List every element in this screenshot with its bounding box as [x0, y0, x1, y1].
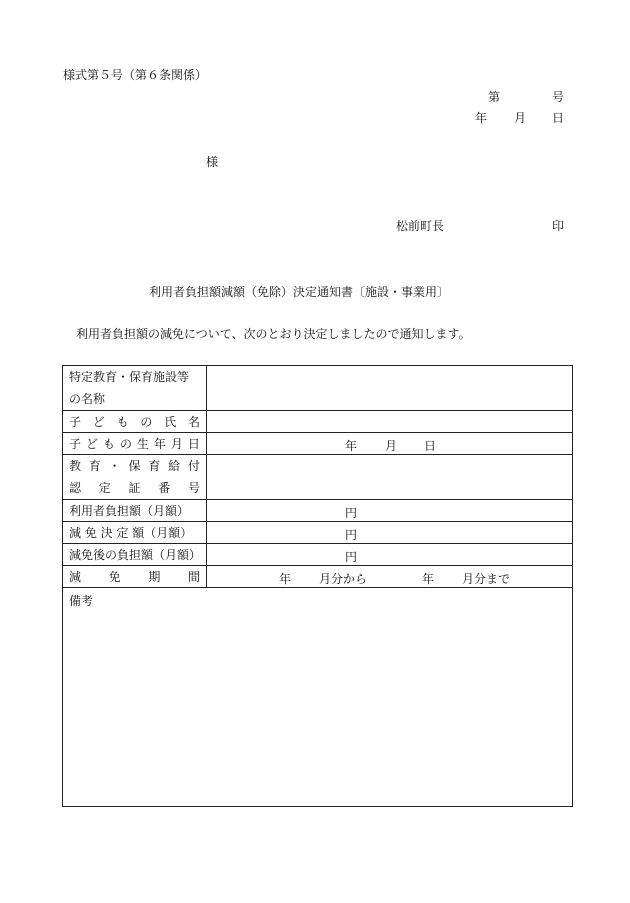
label-char: 証	[128, 481, 141, 495]
certificate-label	[63, 455, 207, 500]
label-char: 育	[88, 459, 101, 473]
after-reduction-label: 減免後の負担額（月額）	[63, 544, 207, 566]
reduction-value	[207, 522, 573, 544]
sender-name: 松前町長	[396, 219, 445, 233]
table-row-certificate	[63, 455, 573, 500]
reduction-table	[62, 365, 573, 807]
table-row-remarks	[63, 588, 573, 807]
label-char: 番	[158, 481, 171, 495]
doc-number-suffix: 号	[552, 90, 565, 104]
period-to-year: 年	[422, 572, 435, 586]
facility-label-line2: の名称	[69, 392, 106, 406]
after-reduction-value	[207, 544, 573, 566]
label-char: 認	[69, 481, 82, 495]
label-char: 保	[128, 459, 141, 473]
label-char: 日	[187, 437, 200, 451]
addressee-honorific: 様	[206, 155, 219, 169]
label-char: 期	[148, 570, 161, 584]
birthdate-label	[63, 433, 207, 455]
label-char: も	[102, 437, 115, 451]
label-char: 名	[187, 415, 200, 429]
label-char: 免	[108, 570, 121, 584]
table-row-after-reduction	[63, 544, 573, 566]
facility-label	[63, 366, 207, 411]
remarks-label: 備考	[69, 594, 94, 608]
table-row-reduction	[63, 522, 573, 544]
label-char: 月	[170, 437, 183, 451]
label-char: の	[119, 437, 132, 451]
table-row-facility	[63, 366, 573, 411]
birthdate-month: 月	[385, 439, 398, 453]
label-char: 定	[98, 481, 111, 495]
birthdate-day: 日	[424, 439, 437, 453]
label-char: も	[116, 415, 129, 429]
document-title: 利用者負担額減額（免除）決定通知書〔施設・事業用〕	[149, 285, 450, 299]
table-row-birthdate	[63, 433, 573, 455]
child-name-value	[207, 411, 573, 433]
burden-value	[207, 500, 573, 522]
label-char: 育	[148, 459, 161, 473]
reduction-yen: 円	[345, 528, 358, 542]
label-char: ・	[108, 459, 121, 473]
certificate-value	[207, 455, 573, 500]
burden-yen: 円	[345, 506, 358, 520]
label-char: 減	[69, 570, 82, 584]
period-label	[63, 566, 207, 588]
remarks-cell	[63, 588, 573, 807]
label-char: 生	[136, 437, 149, 451]
label-char: 子	[69, 415, 82, 429]
intro-text: 利用者負担額の減免について、次のとおり決定しましたので通知します。	[76, 327, 471, 341]
birthdate-value	[207, 433, 573, 455]
period-to-month: 月分まで	[462, 572, 511, 586]
table-row-burden	[63, 500, 573, 522]
table-row-period	[63, 566, 573, 588]
after-reduction-yen: 円	[345, 550, 358, 564]
label-char: ど	[85, 437, 98, 451]
birthdate-year: 年	[345, 439, 358, 453]
period-from-year: 年	[279, 572, 292, 586]
table-row-child-name	[63, 411, 573, 433]
label-char: 間	[187, 570, 200, 584]
facility-label-line1: 特定教育・保育施設等	[69, 370, 190, 384]
label-char: ど	[92, 415, 105, 429]
label-char: の	[140, 415, 153, 429]
label-char: 付	[187, 459, 200, 473]
label-char: 年	[153, 437, 166, 451]
label-char: 教	[69, 459, 82, 473]
seal-mark: 印	[552, 219, 565, 233]
date-day: 日	[552, 111, 565, 125]
date-month: 月	[514, 111, 527, 125]
reduction-label: 減 免 決 定 額（月額）	[63, 522, 207, 544]
form-number: 様式第５号（第６条関係）	[63, 68, 208, 82]
label-char: 子	[69, 437, 82, 451]
period-from-month: 月分から	[319, 572, 368, 586]
period-value	[207, 566, 573, 588]
doc-number-prefix: 第	[488, 90, 501, 104]
burden-label: 利用者負担額（月額）	[63, 500, 207, 522]
child-name-label	[63, 411, 207, 433]
label-char: 給	[168, 459, 181, 473]
label-char: 号	[187, 481, 200, 495]
label-char: 氏	[164, 415, 177, 429]
date-year: 年	[475, 111, 488, 125]
facility-value	[207, 366, 573, 411]
